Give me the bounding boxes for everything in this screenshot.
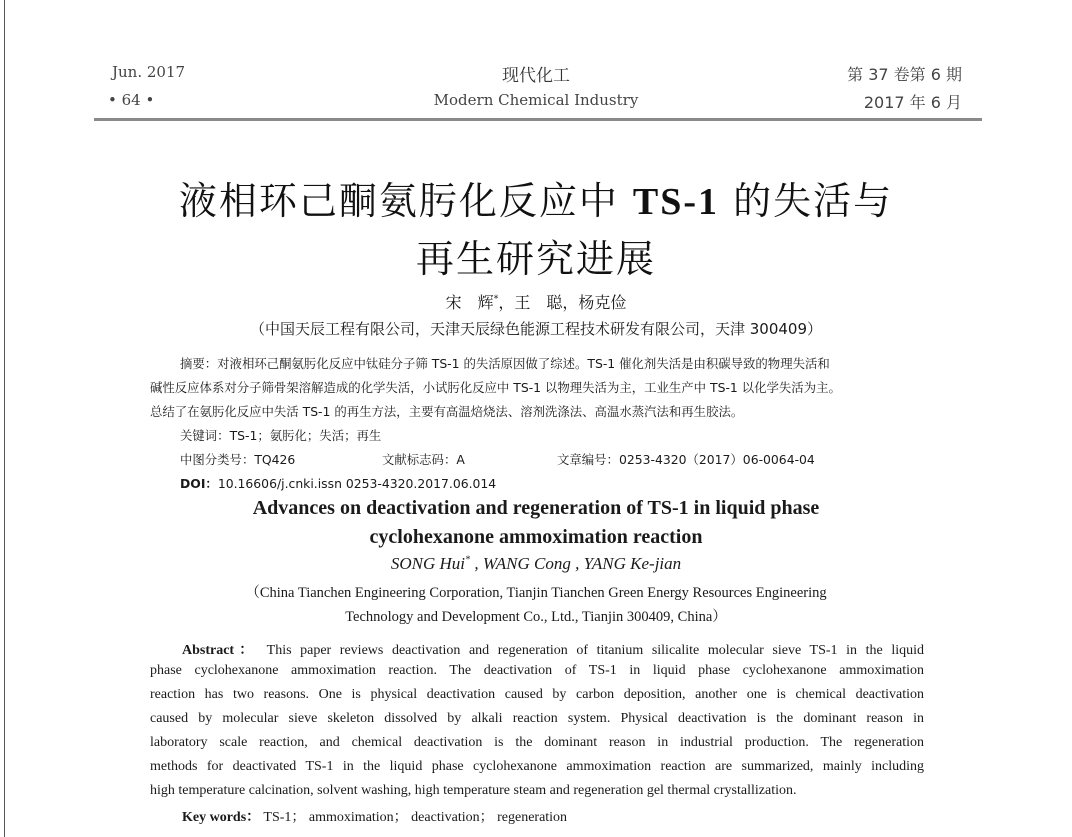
title-cn-line2: 再生研究进展 bbox=[415, 237, 656, 281]
authors-cn: 宋 辉*，王 聪，杨克俭 bbox=[445, 293, 627, 312]
title-en-line2: cyclohexanone ammoximation reaction bbox=[369, 526, 703, 548]
clc-number: 中图分类号：TQ426 bbox=[180, 452, 296, 467]
header-date-en: Jun. 2017 bbox=[112, 63, 186, 81]
affiliation-en-line2: Technology and Development Co., Ltd., Tianjin 300409, China） bbox=[345, 609, 727, 625]
keywords-en: Key words： TS-1； ammoximation； deactivation； regeneration bbox=[182, 810, 568, 825]
keywords-cn: 关键词：TS-1；氨肟化；失活；再生 bbox=[180, 428, 382, 443]
document-code: 文献标志码：A bbox=[382, 452, 465, 467]
abstract-en-line3: reaction has two reasons. One is physical deactivation caused by carbon deposition, another one is chemical deactivation bbox=[150, 687, 924, 702]
doi: DOI：10.16606/j.cnki.issn 0253-4320.2017.06.014 bbox=[180, 476, 497, 491]
abstract-en-line2: phase cyclohexanone ammoximation reaction. The deactivation of TS-1 in liquid phase cyclohexanone ammoximation bbox=[150, 663, 924, 678]
page-edge-rule bbox=[4, 0, 5, 837]
abstract-cn-line2: 碱性反应体系对分子筛骨架溶解造成的化学失活，小试肟化反应中 TS-1 以物理失活为主，工业生产中 TS-1 以化学失活为主。 bbox=[150, 380, 841, 395]
header-page-number: • 64 • bbox=[108, 91, 155, 109]
title-cn-line1: 液相环己酮氨肟化反应中 TS-1 的失活与 bbox=[178, 179, 894, 223]
header-rule bbox=[94, 118, 982, 121]
abstract-en-line4: caused by molecular sieve skeleton dissolved by alkali reaction system. Physical deactivation is the dominant reason in bbox=[150, 711, 924, 726]
affiliation-en-line1: （China Tianchen Engineering Corporation, Tianjin Tianchen Green Energy Resources Engineering bbox=[245, 585, 827, 601]
abstract-en-line7: high temperature calcination, solvent washing, high temperature steam and regeneration gel thermal crystallization. bbox=[150, 783, 797, 798]
abstract-en-line6: methods for deactivated TS-1 in the liquid phase cyclohexanone ammoximation reaction are summarized, mainly including bbox=[150, 759, 924, 774]
abstract-en-line5: laboratory scale reaction, and chemical deactivation is the dominant reason in industrial production. The regeneration bbox=[150, 735, 924, 750]
header-volume: 第 37 卷第 6 期 bbox=[847, 65, 962, 84]
affiliation-cn: （中国天辰工程有限公司，天津天辰绿色能源工程技术研发有限公司，天津 300409） bbox=[249, 320, 823, 338]
header-date-cn: 2017 年 6 月 bbox=[863, 93, 962, 112]
abstract-cn-line3: 总结了在氨肟化反应中失活 TS-1 的再生方法，主要有高温焙烧法、溶剂洗涤法、高温水蒸汽法和再生胶法。 bbox=[150, 404, 744, 419]
abstract-cn-line1: 摘要：对液相环己酮氨肟化反应中钛硅分子筛 TS-1 的失活原因做了综述。TS-1 催化剂失活是由积碳导致的物理失活和 bbox=[180, 356, 830, 371]
authors-en: SONG Hui* , WANG Cong , YANG Ke-jian bbox=[390, 554, 682, 573]
header-journal-en: Modern Chemical Industry bbox=[433, 91, 639, 109]
header-journal-cn: 现代化工 bbox=[502, 66, 570, 86]
article-number: 文章编号：0253-4320（2017）06-0064-04 bbox=[557, 452, 815, 467]
abstract-en-line1: Abstract： This paper reviews deactivation and regeneration of titanium silicalite molecular sieve TS-1 in the liquid bbox=[182, 643, 924, 658]
title-en-line1: Advances on deactivation and regeneration of TS-1 in liquid phase bbox=[252, 497, 820, 519]
